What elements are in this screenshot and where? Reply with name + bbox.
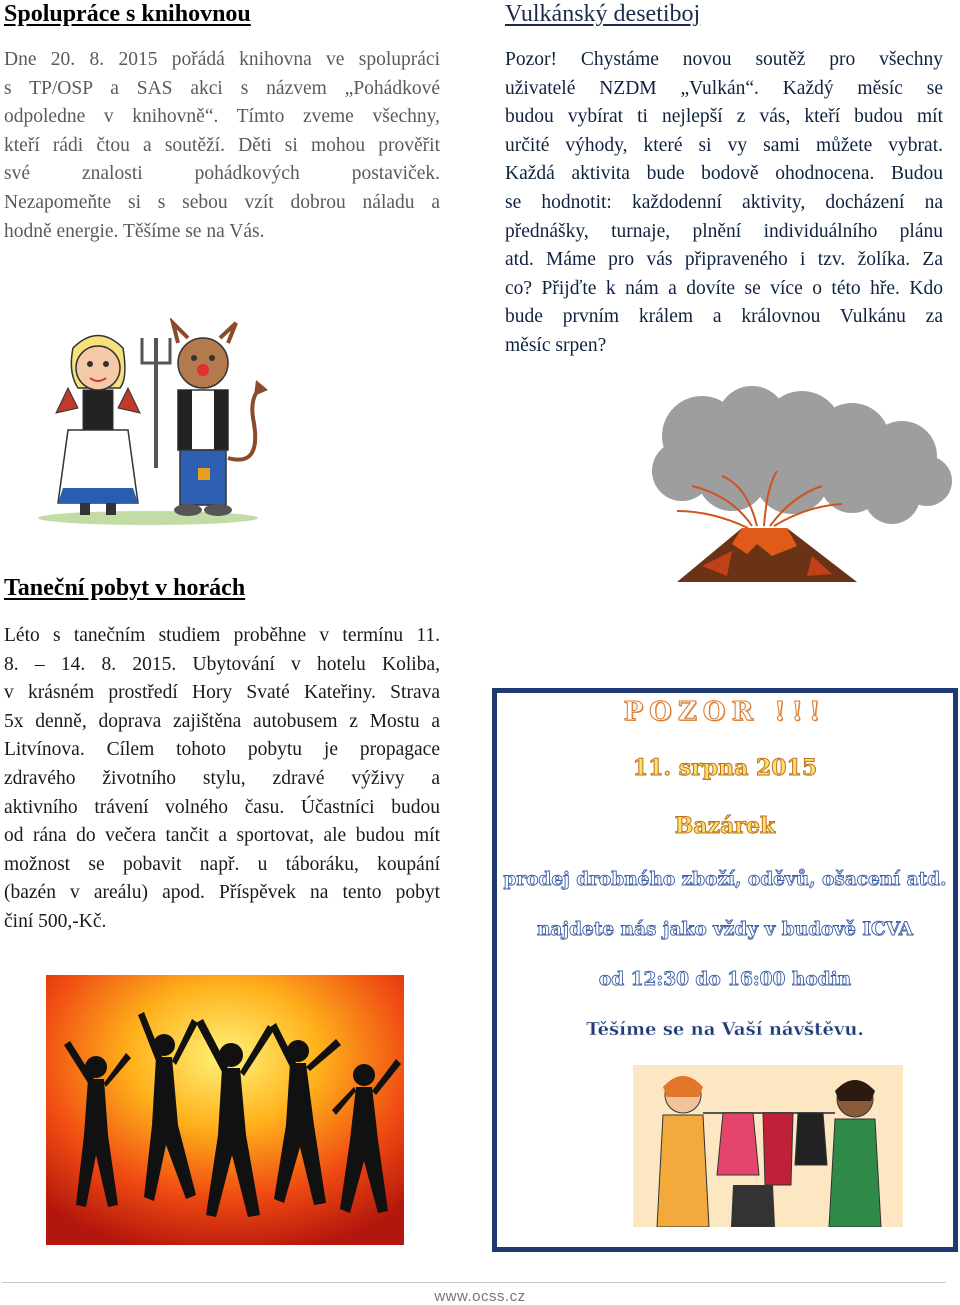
volcano-line: se hodnotit: každodenní aktivity, docházení na: [505, 191, 943, 213]
dance-text: [4, 622, 440, 937]
volcano-line: atd. Máme pro vás připraveného i tzv. žolíka. Za: [505, 249, 943, 271]
poster-goods-line: prodej drobného zboží, oděvů, ošacení atd.: [503, 869, 947, 890]
volcano-line: Každá aktivita bude bodově ohodnocena. Budou: [505, 163, 943, 185]
footer-divider: [2, 1282, 946, 1283]
volcano-line: bude prvním králem a královnou Vulkánu za: [505, 306, 943, 328]
volcano-text: [505, 46, 943, 361]
smoke-cloud: [652, 386, 952, 524]
dance-line: (bazén v areálu) apod. Příspěvek na tento pobyt: [4, 882, 440, 904]
volcano-line: určité výhody, které si vy sami můžete vybrat.: [505, 134, 943, 156]
dance-line: Litvínova. Cílem tohoto pobytu je propagace: [4, 739, 440, 761]
library-line: Dne 20. 8. 2015 pořádá knihovna ve spolupráci: [4, 49, 440, 70]
dance-line: v krásném prostředí Hory Svaté Kateřiny. Strava: [4, 682, 440, 704]
dance-line: aktivního trávení volného času. Účastníci budou: [4, 796, 440, 818]
dancers-silhouette-illustration: [46, 975, 404, 1245]
girl-figure: [56, 336, 140, 516]
footer-url[interactable]: www.ocss.cz: [434, 1288, 526, 1305]
volcano-line: co? Přijďte k nám a dovíte se více o této hře. Kdo: [505, 277, 943, 299]
dance-title: Taneční pobyt v horách: [4, 575, 246, 601]
fairy-tale-characters-illustration: [28, 318, 278, 530]
dance-line: činí 500,-Kč.: [4, 910, 107, 932]
volcano-title: Vulkánský desetiboj: [505, 1, 701, 27]
library-line: kteří rádi čtou a soutěží. Děti si mohou prověřit: [4, 134, 440, 156]
poster-location-line: najdete nás jako vždy v budově ICVA: [536, 919, 913, 940]
dance-line: Léto s tanečním studiem proběhne v termínu 11.: [4, 625, 440, 646]
library-title: Spolupráce s knihovnou: [4, 1, 251, 27]
library-line: hodně energie. Těšíme se na Vás.: [4, 220, 265, 242]
volcano-illustration: [582, 386, 954, 582]
library-line: své znalosti pohádkových postaviček.: [4, 163, 440, 185]
pitchfork: [142, 338, 170, 468]
library-text: [4, 46, 440, 246]
dance-line: zdravého životního stylu, zdravé výživy a: [4, 767, 440, 789]
library-line: Nezapomeňte si s sebou vzít dobrou náladu a: [4, 191, 440, 213]
library-line: odpoledne v knihovně“. Tímto zveme všechny,: [4, 106, 440, 128]
library-line: s TP/OSP a SAS akci s názvem „Pohádkové: [4, 77, 440, 99]
dance-line: 8. – 14. 8. 2015. Ubytování v hotelu Koliba,: [4, 653, 440, 675]
poster-event-name: Bazárek: [674, 813, 776, 839]
volcano-line: Pozor! Chystáme novou soutěž pro všechny: [505, 49, 943, 70]
devil-figure: [173, 323, 268, 516]
dance-line: od rána do večera tančit a sportovat, ale budou mít: [4, 825, 440, 847]
bazaar-poster: [492, 688, 958, 1252]
volcano-line: budou vybírat ti nejlepší z vás, kteří budou mít: [505, 106, 943, 128]
volcano-line: měsíc srpen?: [505, 334, 607, 356]
volcano-line: uživatelé NZDM „Vulkán“. Každý měsíc se: [505, 77, 943, 99]
dance-line: 5x denně, doprava zajištěna autobusem z Mostu a: [4, 710, 440, 732]
shopping-women-illustration: [623, 1065, 913, 1227]
poster-date: 11. srpna 2015: [632, 755, 818, 781]
volcano-line: přednášky, turnaje, plnění individuálního plánu: [505, 220, 943, 242]
poster-headline: POZOR !!!: [623, 697, 827, 727]
poster-closing-line: Těšíme se na Vaší návštěvu.: [586, 1019, 864, 1040]
dance-line: možnost se pobavit např. u táboráku, koupání: [4, 853, 440, 875]
poster-time-line: od 12:30 do 16:00 hodin: [598, 969, 852, 990]
